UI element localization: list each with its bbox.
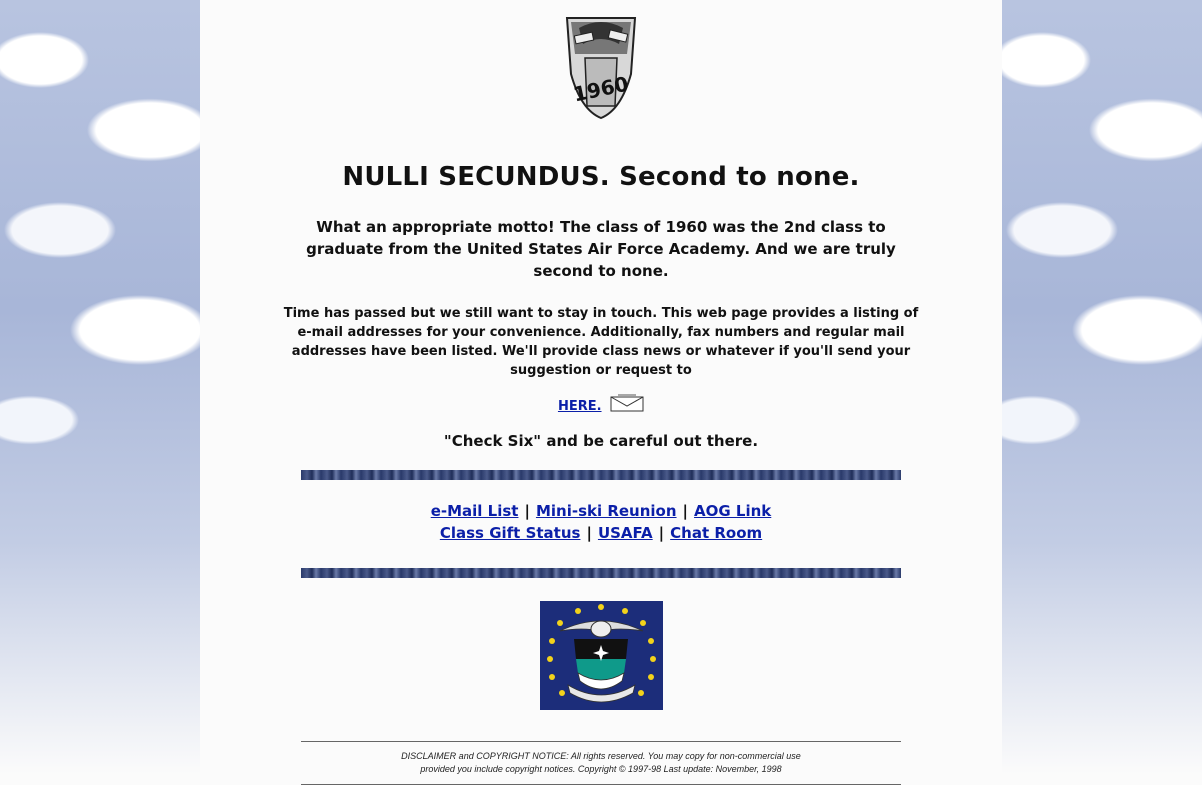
page-title: NULLI SECUNDUS. Second to none.: [342, 162, 860, 192]
nav-links: e-Mail List | Mini-ski Reunion | AOG Link Class Gift Status | USAFA | Chat Room: [430, 502, 772, 542]
divider-bar: [301, 568, 901, 578]
svg-text:1960: 1960: [571, 71, 631, 107]
main-content: [270, 0, 932, 785]
envelope-icon[interactable]: [610, 394, 644, 412]
usafa-crest-logo: [540, 601, 663, 710]
divider-bar: [301, 470, 901, 480]
email-list-link[interactable]: e-Mail List: [430, 502, 519, 520]
class-1960-crest-logo: [561, 14, 641, 122]
contact-row: [270, 394, 932, 414]
check-six-text: "Check Six" and be careful out there.: [443, 432, 759, 450]
footer-rule-top: [301, 741, 901, 742]
usafa-link[interactable]: USAFA: [597, 524, 653, 542]
class-gift-status-link[interactable]: Class Gift Status: [439, 524, 581, 542]
motto-paragraph: What an appropriate motto! The class of 1960 was the 2nd class to graduate from the United States Air Force Academy. And we are truly second to none.: [306, 218, 896, 280]
intro-paragraph: Time has passed but we still want to stay in touch. This web page provides a listing of e-mail addresses for your convenience. Additionally, fax numbers and regular mail addresses have been listed. We'll provide class news or whatever if you'll send your suggestion or request to: [283, 306, 919, 378]
aog-link[interactable]: AOG Link: [694, 502, 772, 520]
miniski-reunion-link[interactable]: Mini-ski Reunion: [535, 502, 677, 520]
disclaimer-notice: DISCLAIMER and COPYRIGHT NOTICE: All rights reserved. You may copy for non-commercial use provided you include copyright notices. Copyright © 1997-98 Last update: November, 1998: [401, 751, 801, 774]
here-email-link[interactable]: HERE.: [557, 399, 602, 414]
sky-background-right: [1002, 0, 1202, 774]
chat-room-link[interactable]: Chat Room: [670, 524, 763, 542]
sky-background-left: [0, 0, 200, 774]
